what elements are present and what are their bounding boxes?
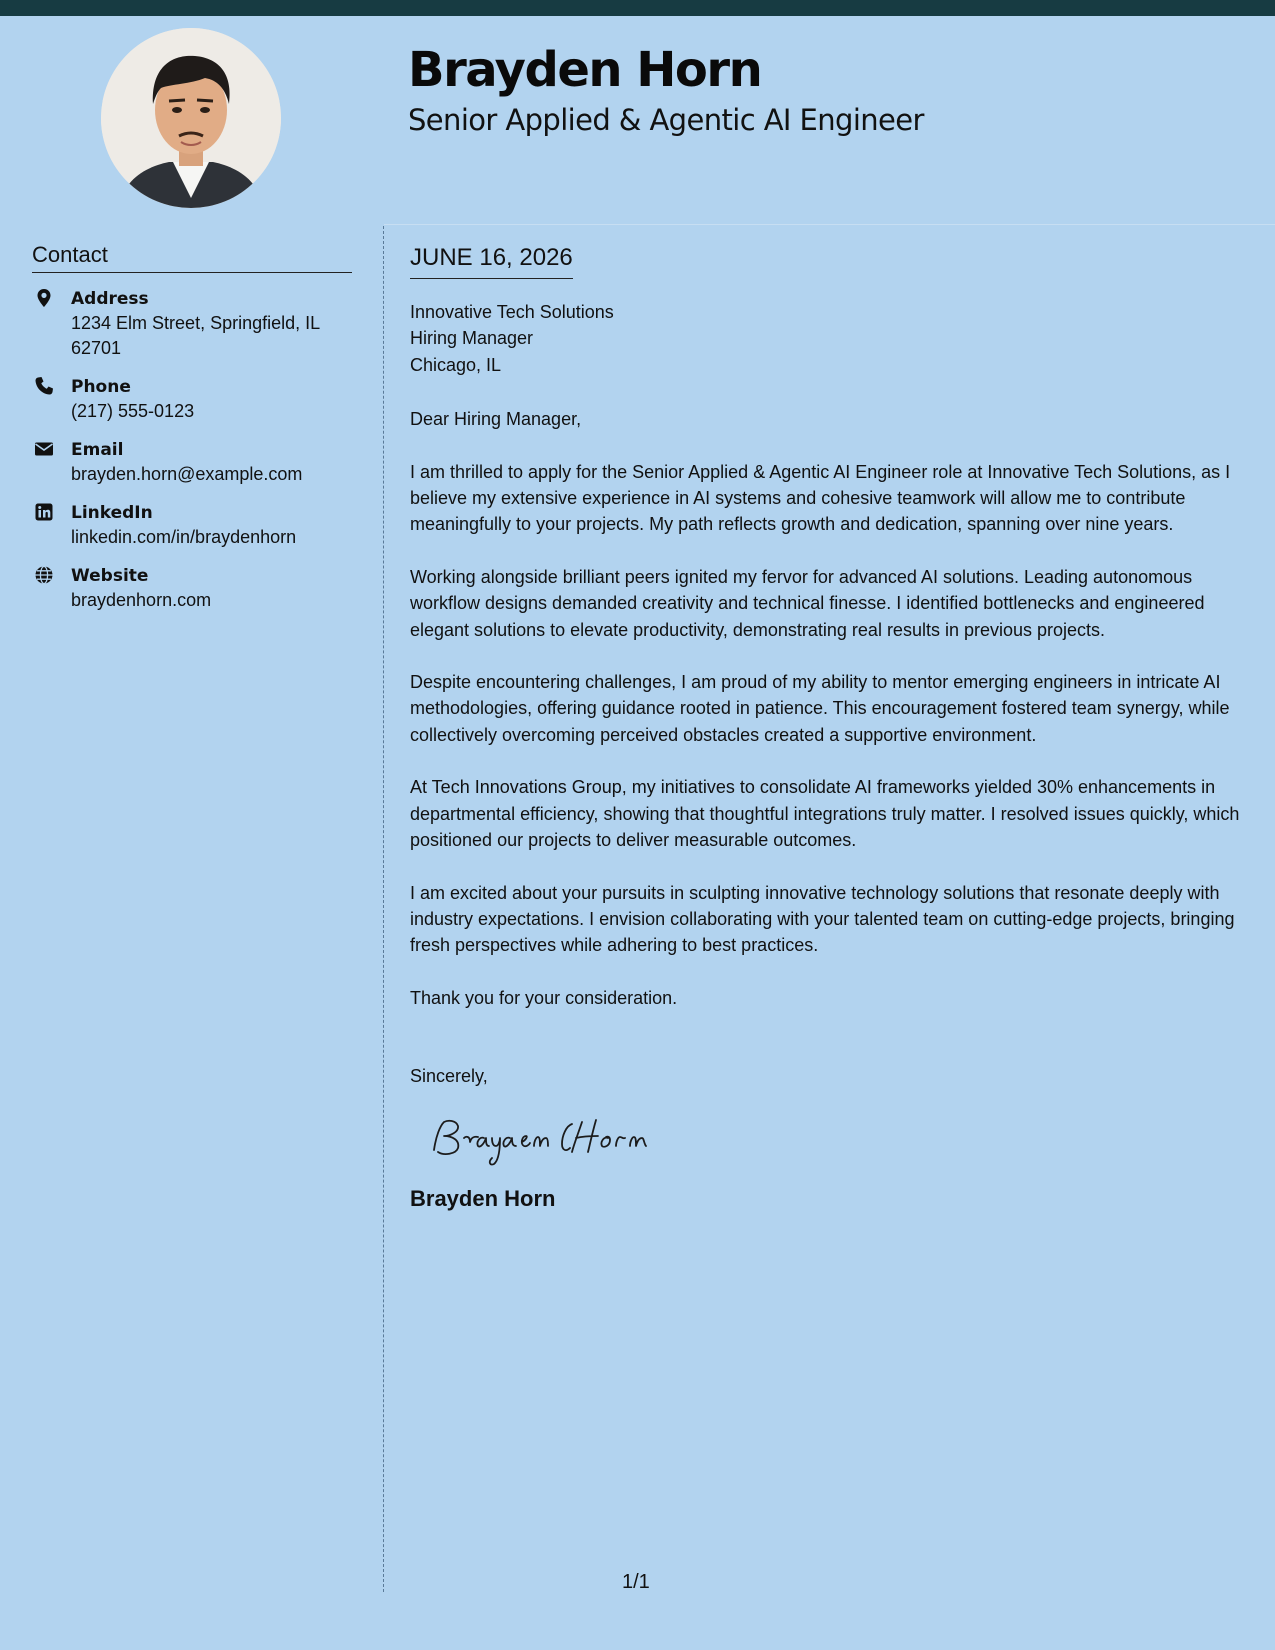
profile-photo-illustration — [101, 28, 281, 208]
header-divider — [384, 224, 1275, 225]
contact-label: LinkedIn — [71, 503, 153, 523]
envelope-icon — [34, 439, 54, 459]
letter-paragraph: At Tech Innovations Group, my initiatives to consolidate AI frameworks yielded 30% enhancements in departmental efficiency, showing that thoughtful integrations truly matter. I resolved issues quickly, which positioned our projects to deliver measurable outcomes. — [410, 777, 1240, 851]
contact-value: 1234 Elm Street, Springfield, IL 62701 — [71, 313, 320, 358]
contact-value: linkedin.com/in/braydenhorn — [71, 527, 297, 547]
contact-value: (217) 555-0123 — [71, 401, 195, 421]
letter-paragraph: I am excited about your pursuits in sculpting innovative technology solutions that resonate deeply with industry expectations. I envision collaborating with your talented team on cutting-edge projects, bringing fresh perspectives while adhering to best practices. — [410, 882, 1235, 956]
contact-label: Phone — [71, 377, 131, 397]
profile-photo — [101, 28, 281, 208]
recipient-location: Chicago, IL — [410, 354, 502, 375]
letter-paragraph: Working alongside brilliant peers ignited my fervor for advanced AI solutions. Leading autonomous workflow designs demanded creativity and technical finesse. I identified bottlenecks and engineered elegant solutions to elevate productivity, demonstrating real results in previous projects. — [410, 566, 1205, 640]
applicant-title: Senior Applied & Agentic AI Engineer — [408, 103, 924, 137]
signature-graphic — [426, 1106, 666, 1176]
contact-value: brayden.horn@example.com — [71, 464, 303, 484]
salutation: Dear Hiring Manager, — [410, 409, 582, 430]
map-pin-icon — [34, 288, 54, 308]
contact-value: braydenhorn.com — [71, 590, 212, 610]
contact-phone — [32, 375, 352, 424]
letter-paragraph: I am thrilled to apply for the Senior Applied & Agentic AI Engineer role at Innovative Tech Solutions, as I believe my extensive experience in AI systems and cohesive teamwork will allow me to contribute meaningfully to your projects. My path reflects growth and dedication, spanning over nine years. — [410, 461, 1231, 535]
recipient-block — [410, 299, 1248, 378]
page-number: 1/1 — [622, 1571, 650, 1593]
cover-letter — [410, 244, 1248, 1212]
contact-website — [32, 564, 352, 613]
linkedin-icon — [34, 502, 54, 522]
letter-date: JUNE 16, 2026 — [410, 244, 573, 279]
thanks-line: Thank you for your consideration. — [410, 987, 678, 1008]
column-divider — [383, 226, 384, 1592]
closing: Sincerely, — [410, 1066, 488, 1087]
handwritten-signature — [426, 1106, 1248, 1176]
applicant-name: Brayden Horn — [408, 42, 762, 98]
contact-email — [32, 438, 352, 487]
letter-paragraph: Despite encountering challenges, I am proud of my ability to mentor emerging engineers in intricate AI methodologies, offering guidance rooted in patience. This encouragement fostered team synergy, while collectively overcoming perceived obstacles created a supportive environment. — [410, 672, 1230, 745]
top-bar — [0, 0, 1275, 16]
contact-label: Email — [71, 440, 124, 460]
signoff-name: Brayden Horn — [410, 1185, 556, 1211]
recipient-company: Innovative Tech Solutions — [410, 302, 614, 322]
contact-label: Address — [71, 289, 149, 309]
phone-icon — [34, 376, 54, 396]
contact-sidebar — [32, 242, 352, 627]
recipient-role: Hiring Manager — [410, 328, 534, 349]
contact-label: Website — [71, 566, 149, 586]
contact-heading: Contact — [32, 242, 352, 273]
contact-address — [32, 287, 352, 361]
globe-icon — [34, 565, 54, 585]
contact-linkedin — [32, 501, 352, 550]
